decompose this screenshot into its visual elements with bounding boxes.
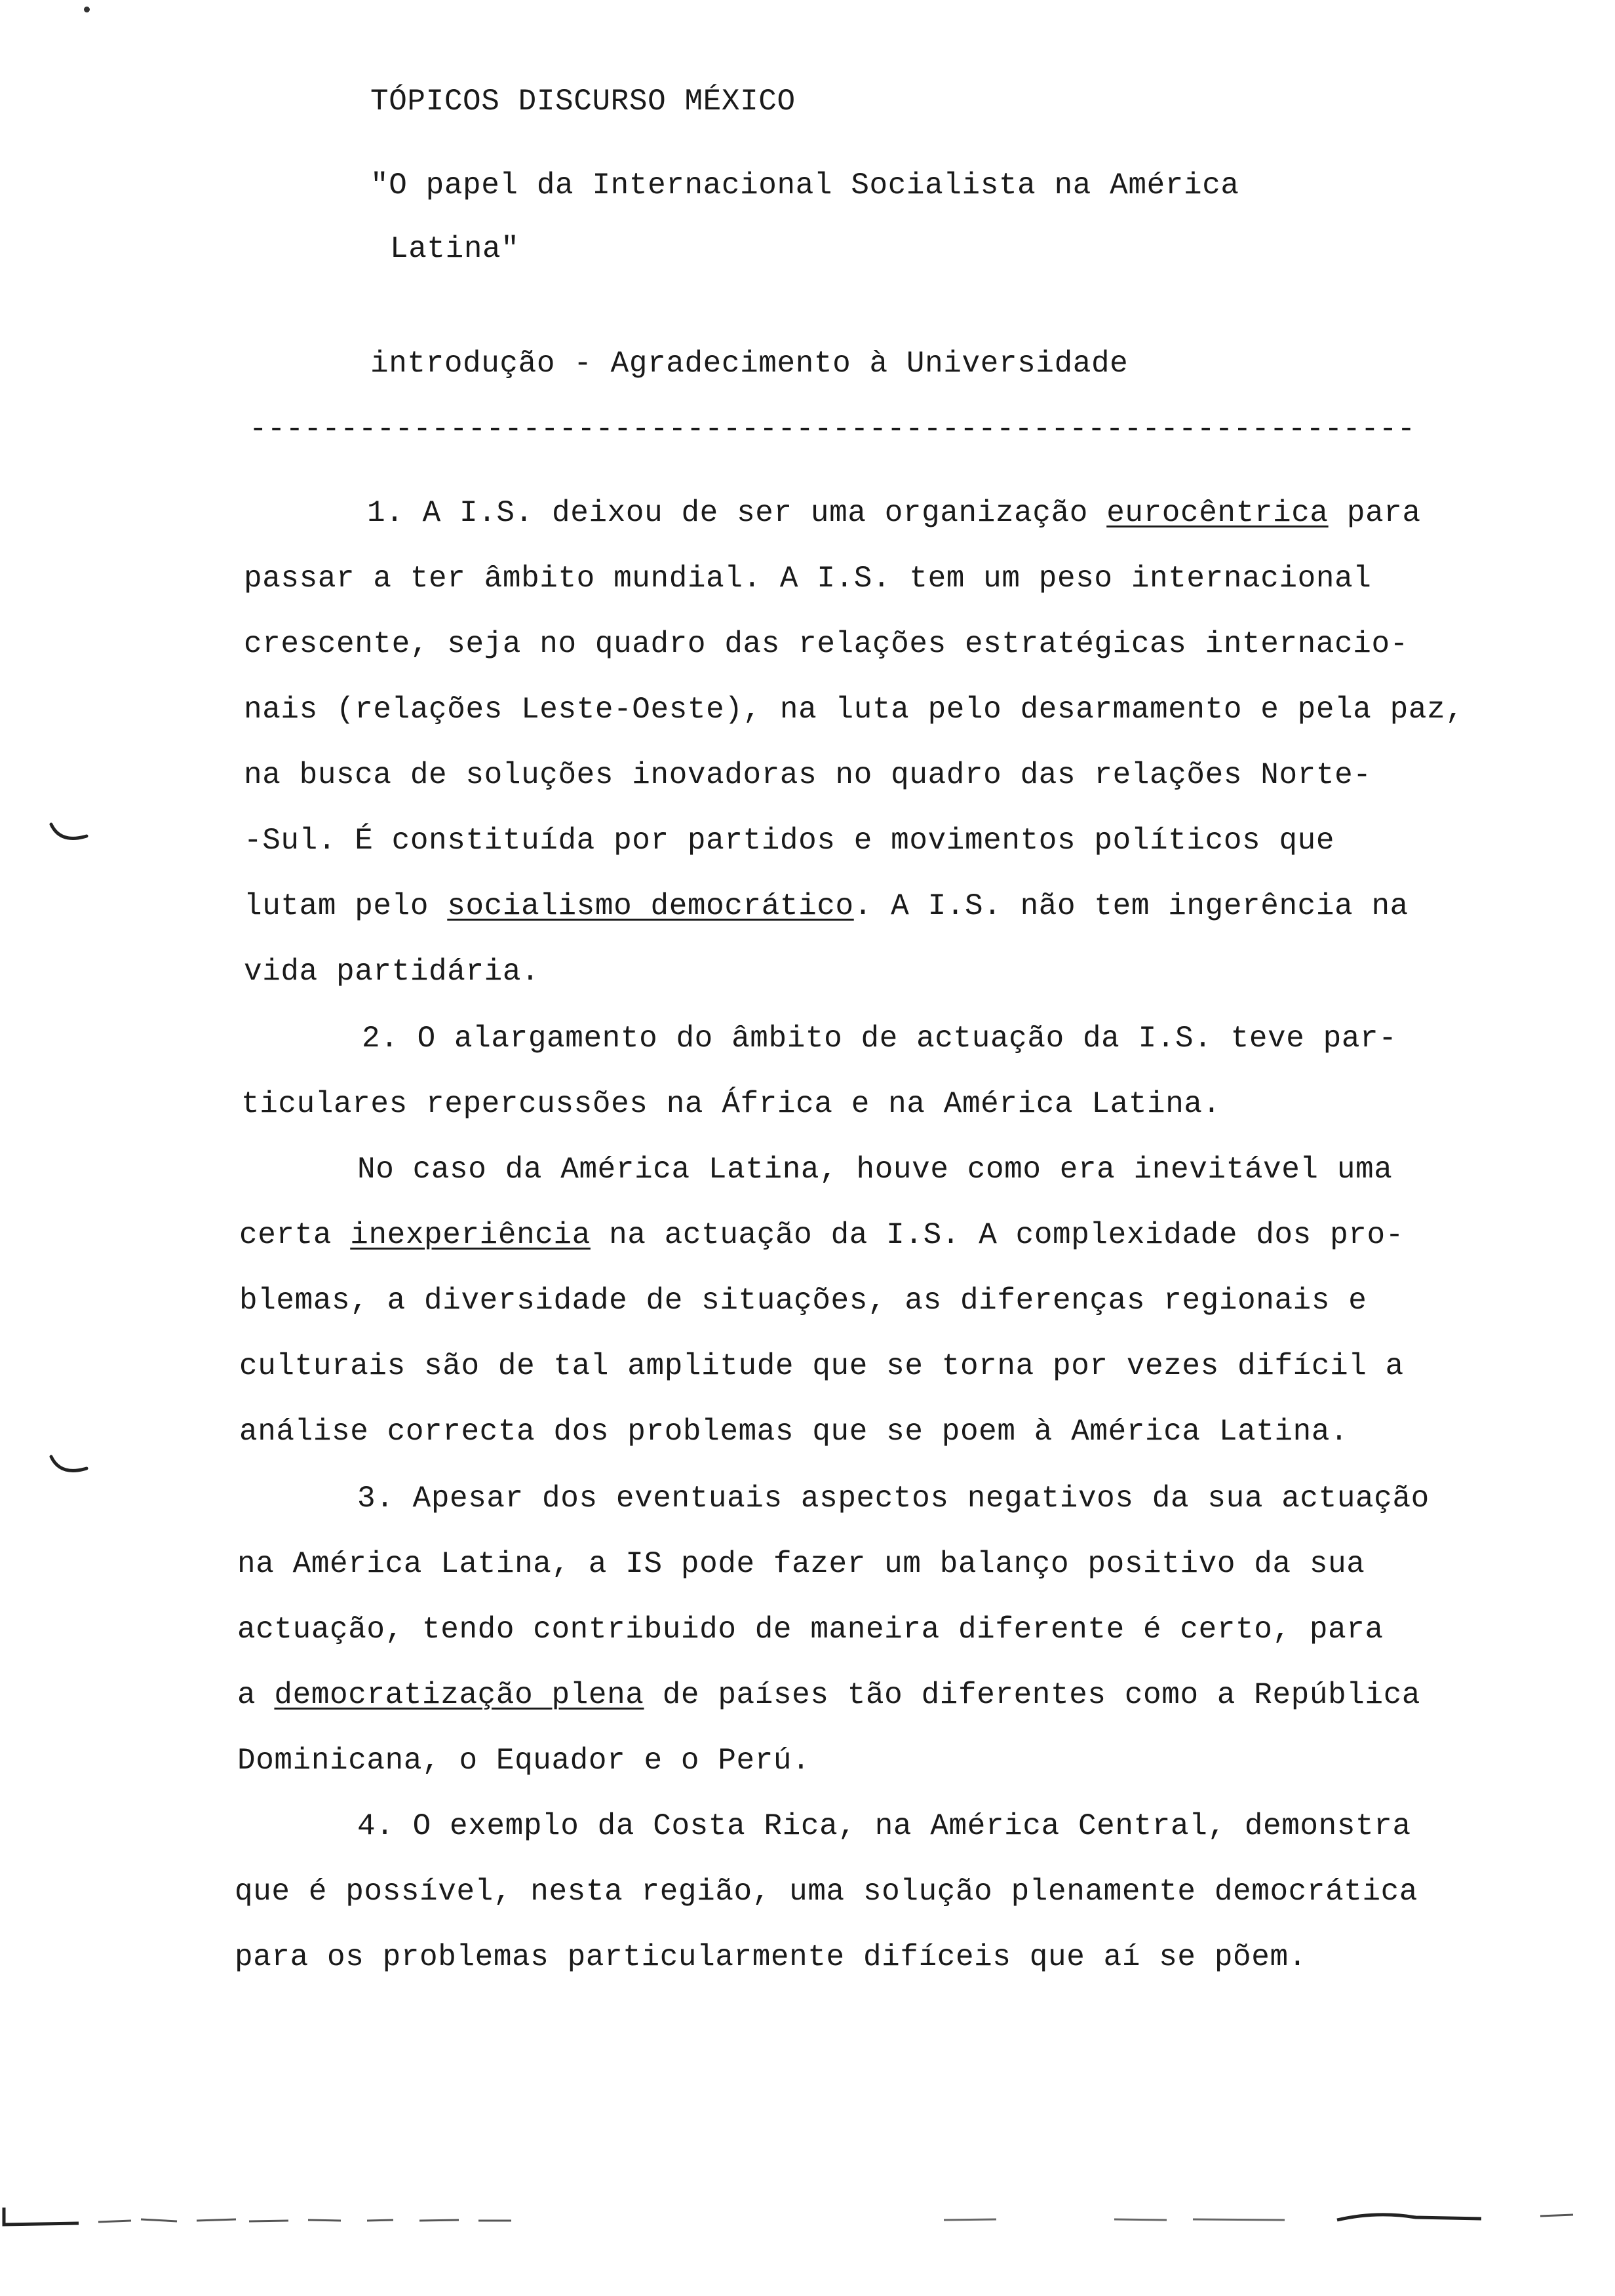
p4-line-3: actuação, tendo contribuido de maneira diferente é certo, para (237, 1613, 1384, 1647)
p1-line-3: crescente, seja no quadro das relações estratégicas internacio- (244, 627, 1409, 661)
p3-line-2-tail: na actuação da I.S. A complexidade dos pro- (590, 1218, 1404, 1252)
p1-line-8: vida partidária. (244, 955, 540, 989)
p3-line-1: No caso da América Latina, houve como era inevitável uma (357, 1153, 1393, 1187)
underlined-term-inexperiencia: inexperiência (350, 1218, 591, 1252)
p1-line-7 (244, 891, 1409, 921)
speck-top-left (84, 7, 90, 12)
p1-line-4: nais (relações Leste-Oeste), na luta pelo desarmamento e pela paz, (244, 693, 1464, 727)
speech-subtitle-line-1: "O papel da Internacional Socialista na América (370, 168, 1239, 202)
underlined-term-socialismo-democratico: socialismo democrático (447, 889, 854, 923)
p4-line-4 (237, 1680, 1420, 1710)
p5-line-1: 4. O exemplo da Costa Rica, na América Central, demonstra (357, 1809, 1411, 1843)
p2-line-1: 2. O alargamento do âmbito de actuação da I.S. teve par- (362, 1022, 1397, 1056)
p3-line-2 (239, 1220, 1404, 1250)
separator-line: ---------------------------------------------------------------- (249, 412, 1416, 446)
p1-line-1-text: 1. A I.S. deixou de ser uma organização (367, 496, 1107, 530)
bottom-edge-smudge-right (918, 2202, 1612, 2228)
p4-line-1: 3. Apesar dos eventuais aspectos negativos da sua actuação (357, 1482, 1430, 1516)
p1-line-2: passar a ter âmbito mundial. A I.S. tem um peso internacional (244, 562, 1372, 596)
p4-line-4-text: a (237, 1678, 275, 1712)
p1-line-1 (367, 498, 1421, 528)
intro-line: introdução - Agradecimento à Universidade (370, 347, 1129, 381)
p3-line-5: análise correcta dos problemas que se poem à América Latina. (239, 1415, 1349, 1449)
page-title: TÓPICOS DISCURSO MÉXICO (370, 85, 796, 119)
p4-line-4-tail: de países tão diferentes como a República (644, 1678, 1421, 1712)
p4-line-5: Dominicana, o Equador e o Perú. (237, 1744, 811, 1778)
underlined-term-eurocentrica: eurocêntrica (1106, 496, 1329, 530)
p4-line-2: na América Latina, a IS pode fazer um balanço positivo da sua (237, 1547, 1365, 1581)
bottom-edge-smudge-left (0, 2205, 564, 2231)
p3-line-3: blemas, a diversidade de situações, as diferenças regionais e (239, 1284, 1367, 1318)
p5-line-3: para os problemas particularmente difíceis que aí se põem. (235, 1940, 1307, 1974)
p3-line-4: culturais são de tal amplitude que se torna por vezes difícil a (239, 1349, 1404, 1383)
punch-hole-mark-lower (46, 1451, 98, 1484)
p1-line-6: -Sul. É constituída por partidos e movimentos políticos que (244, 824, 1335, 858)
p1-line-1-tail: para (1328, 496, 1421, 530)
p2-line-2: ticulares repercussões na África e na América Latina. (241, 1087, 1221, 1121)
underlined-term-democratizacao-plena: democratização plena (274, 1678, 644, 1712)
speech-subtitle-line-2: Latina" (390, 232, 520, 266)
p1-line-7-text: lutam pelo (244, 889, 448, 923)
punch-hole-mark-upper (46, 819, 98, 852)
p3-line-2-text: certa (239, 1218, 351, 1252)
p1-line-7-tail: . A I.S. não tem ingerência na (853, 889, 1409, 923)
p5-line-2: que é possível, nesta região, uma solução plenamente democrática (235, 1875, 1418, 1909)
p1-line-5: na busca de soluções inovadoras no quadro das relações Norte- (244, 758, 1372, 792)
